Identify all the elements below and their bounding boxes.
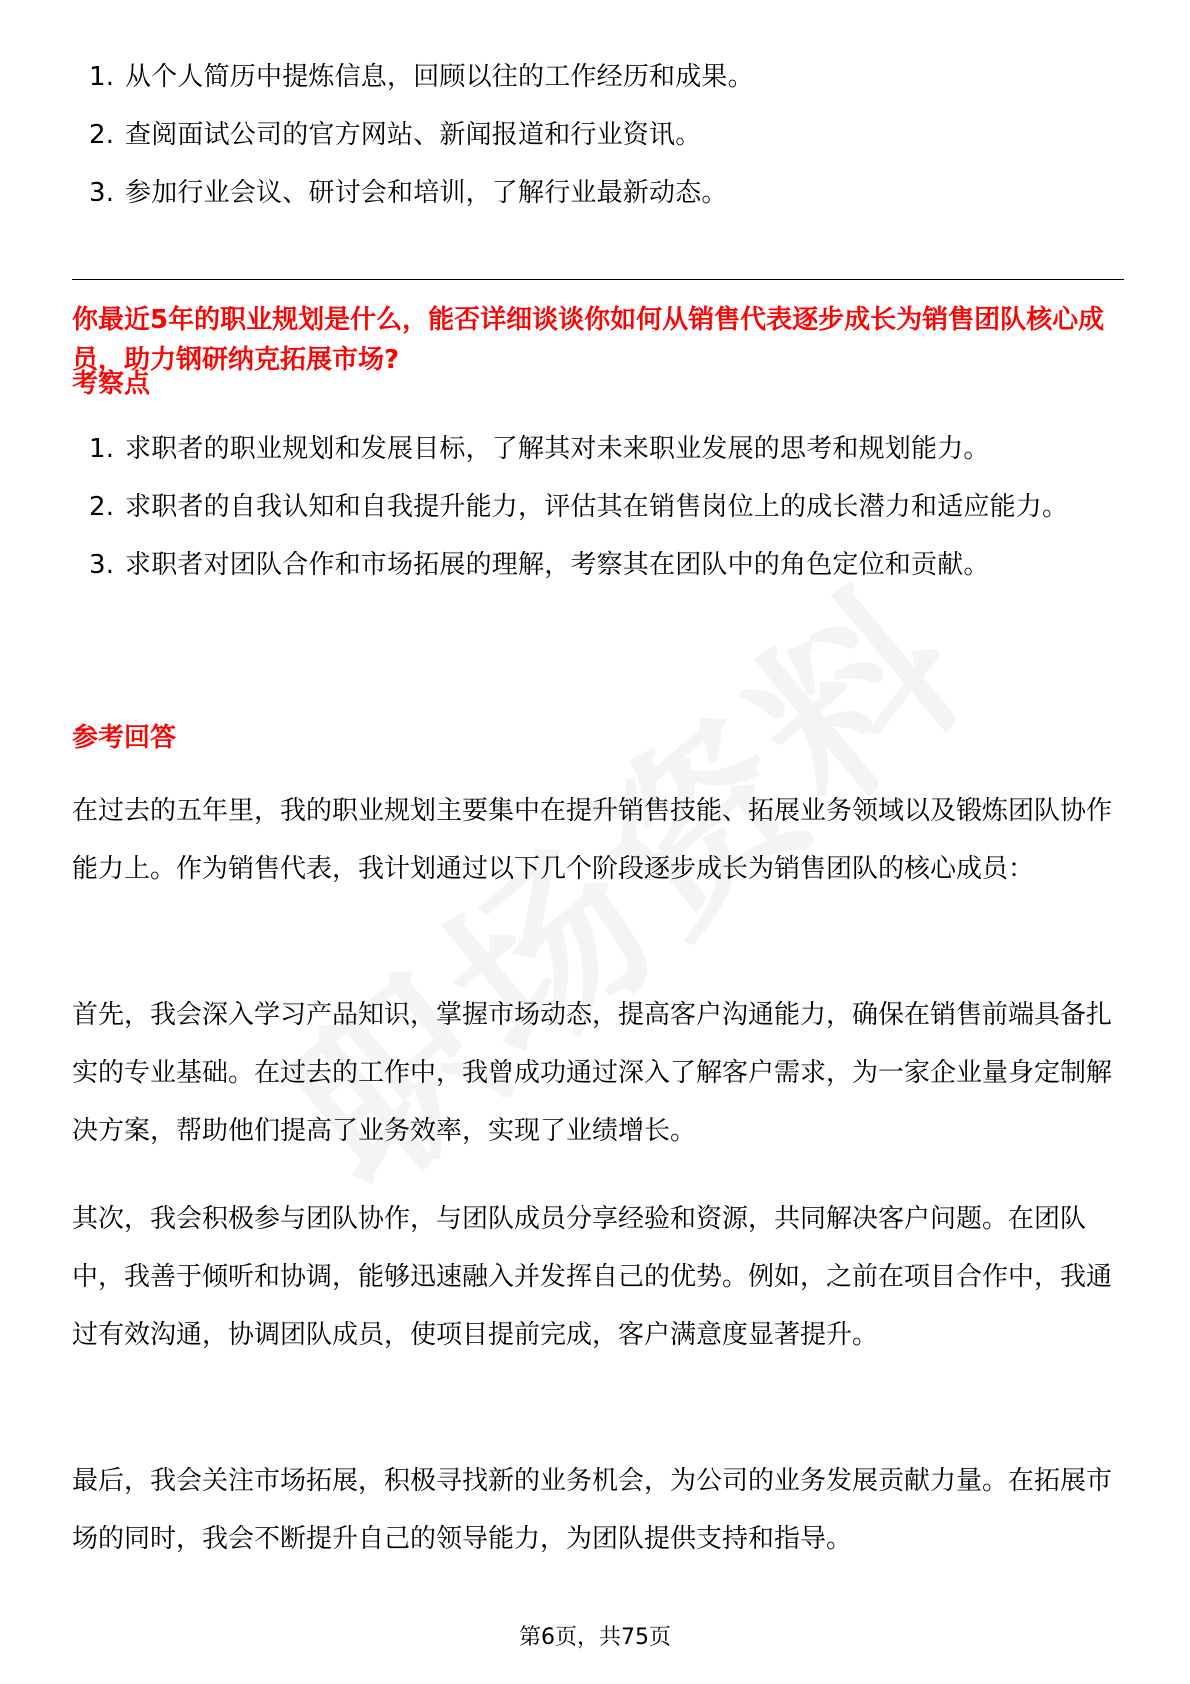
- list-item: [72, 164, 1132, 222]
- list-text: 查阅面试公司的官方网站、新闻报道和行业资讯。: [125, 120, 702, 150]
- answer-paragraph: 首先，我会深入学习产品知识，掌握市场动态，提高客户沟通能力，确保在销售前端具备扎实的专业基础。在过去的工作中，我曾成功通过深入了解客户需求，为一家企业量身定制解决方案，帮助他们提高了业务效率，实现了业绩增长。: [72, 1000, 1113, 1146]
- list-item: [72, 536, 1132, 594]
- answer-paragraph: 其次，我会积极参与团队协作，与团队成员分享经验和资源，共同解决客户问题。在团队中，我善于倾听和协调，能够迅速融入并发挥自己的优势。例如，之前在项目合作中，我通过有效沟通，协调团队成员，使项目提前完成，客户满意度显著提升。: [72, 1204, 1113, 1350]
- list-item: [72, 106, 1132, 164]
- answer-heading: 参考回答: [72, 723, 177, 753]
- interview-question: 你最近5年的职业规划是什么，能否详细谈谈你如何从销售代表逐步成长为销售团队核心成员，助力钢研纳克拓展市场?: [72, 305, 1105, 375]
- focus-heading: 考察点: [72, 369, 151, 399]
- list-text: 求职者对团队合作和市场拓展的理解，考察其在团队中的角色定位和贡献。: [125, 550, 990, 580]
- list-number: 3.: [89, 178, 115, 208]
- section-divider: [72, 279, 1124, 280]
- list-number: 2.: [89, 492, 115, 522]
- list-item: [72, 48, 1132, 106]
- list-item: [72, 420, 1132, 478]
- list-number: 2.: [89, 120, 115, 150]
- focus-list: [72, 420, 1132, 594]
- list-text: 求职者的职业规划和发展目标，了解其对未来职业发展的思考和规划能力。: [125, 434, 990, 464]
- intro-list: [72, 48, 1132, 222]
- list-item: [72, 478, 1132, 536]
- list-text: 从个人简历中提炼信息，回顾以往的工作经历和成果。: [125, 62, 754, 92]
- list-number: 1.: [89, 62, 115, 92]
- answer-paragraph: 最后，我会关注市场拓展，积极寻找新的业务机会，为公司的业务发展贡献力量。在拓展市场的同时，我会不断提升自己的领导能力，为团队提供支持和指导。: [72, 1466, 1113, 1554]
- list-text: 参加行业会议、研讨会和培训，了解行业最新动态。: [125, 178, 728, 208]
- page-footer: 第6页，共75页: [519, 1625, 671, 1650]
- list-number: 3.: [89, 550, 115, 580]
- list-text: 求职者的自我认知和自我提升能力，评估其在销售岗位上的成长潜力和适应能力。: [125, 492, 1069, 522]
- answer-paragraph: 在过去的五年里，我的职业规划主要集中在提升销售技能、拓展业务领域以及锻炼团队协作能力上。作为销售代表，我计划通过以下几个阶段逐步成长为销售团队的核心成员：: [72, 796, 1113, 884]
- list-number: 1.: [89, 434, 115, 464]
